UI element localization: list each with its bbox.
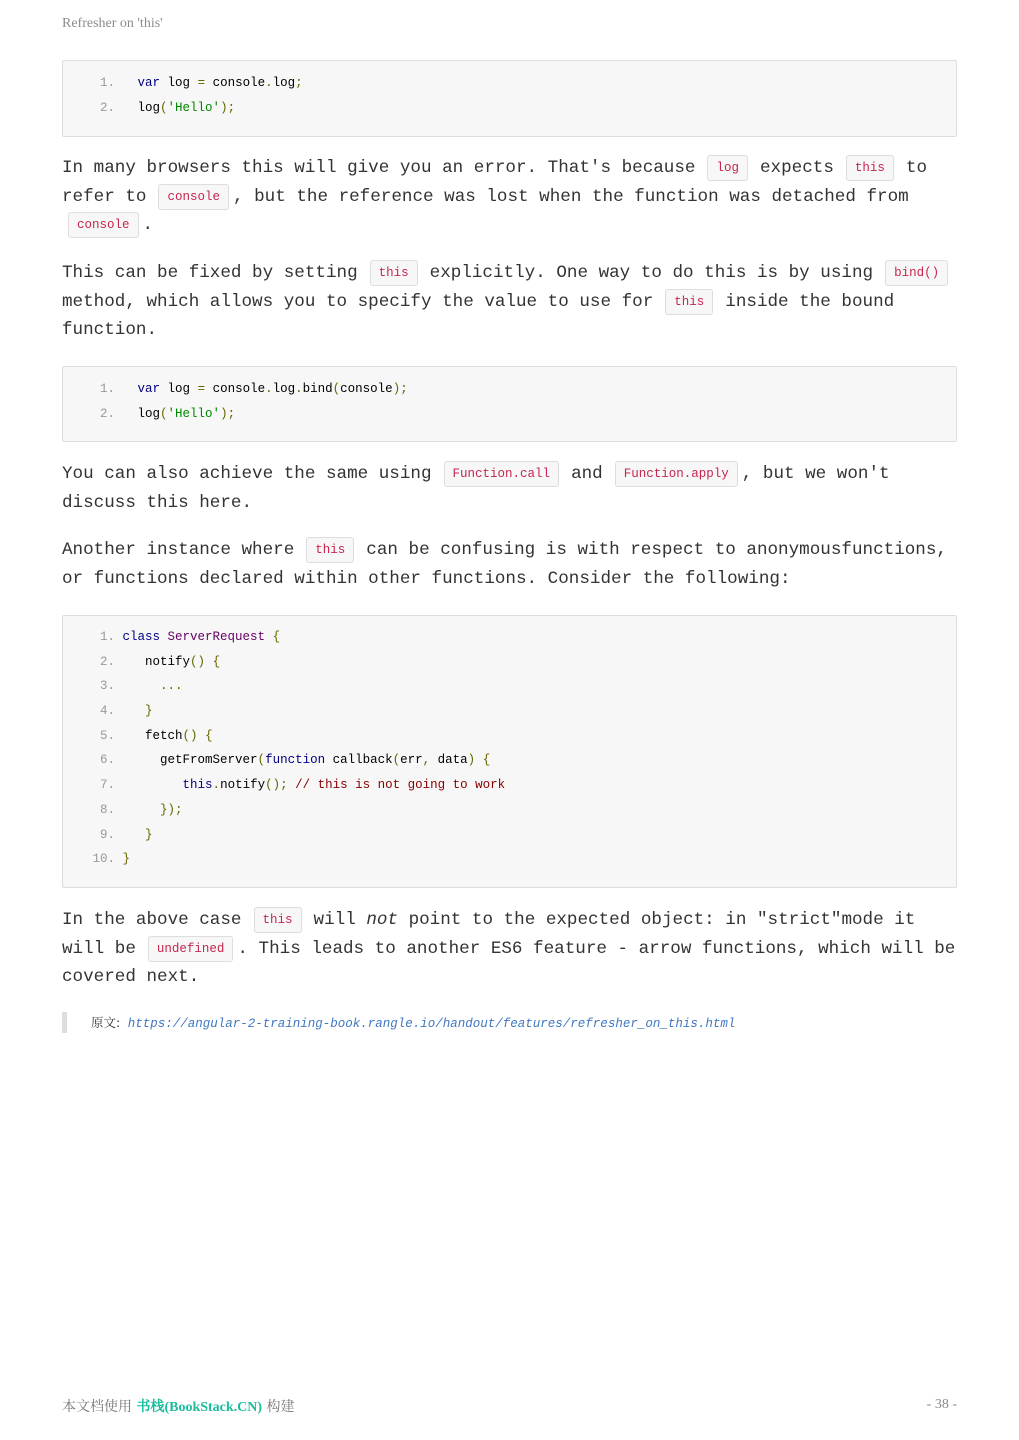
page-number: - 38 - [926, 1397, 957, 1412]
code-text [115, 748, 490, 773]
text: You can also achieve the same using [62, 464, 432, 484]
code-token: ( [332, 382, 341, 396]
text: explicitly. One way to do this is by using [429, 263, 874, 283]
code-text [115, 699, 153, 724]
code-token: var [137, 76, 161, 90]
code-line [63, 847, 956, 872]
code-block-1 [62, 60, 957, 137]
code-token: ( [160, 406, 168, 421]
code-token: { [205, 728, 213, 743]
code-token: class [122, 630, 161, 644]
code-token: fetch [122, 728, 183, 743]
code-token: log [272, 382, 296, 396]
text: can be confusing is with respect to anonymousfunctions, or functions declared within other functions. Consider the following: [62, 540, 947, 589]
inline-code-function-call: Function.call [444, 461, 560, 487]
inline-code-this: this [306, 537, 354, 563]
line-number: 8. [99, 802, 115, 817]
code-token: { [482, 753, 491, 768]
line-number: 1. [99, 76, 115, 90]
code-token: } [145, 827, 153, 842]
code-text [115, 650, 220, 675]
line-number: 4. [99, 704, 115, 719]
paragraph-3 [62, 460, 957, 517]
code-token [123, 778, 183, 792]
source-link[interactable]: https://angular-2-training-book.rangle.io/handout/features/refresher_on_this.html [127, 1017, 736, 1031]
code-token [475, 753, 483, 767]
code-line [63, 699, 956, 724]
code-token: . [295, 382, 303, 396]
text: and [571, 464, 603, 484]
code-line [63, 823, 956, 848]
code-token: . [212, 778, 221, 793]
code-token: () [190, 654, 206, 669]
code-token [123, 76, 138, 90]
code-token: getFromServer [122, 753, 258, 768]
code-token: log [122, 100, 161, 115]
code-token: ) [467, 753, 476, 768]
line-number: 5. [99, 728, 115, 743]
code-token: ServerRequest [167, 630, 266, 644]
code-token: { [272, 630, 281, 644]
inline-code-this: this [370, 260, 418, 286]
code-token: ); [220, 100, 236, 115]
code-token: log [122, 406, 161, 421]
code-line [63, 674, 956, 699]
code-token: function [265, 753, 326, 768]
text: . [142, 215, 154, 235]
code-token: = [197, 382, 206, 396]
code-token: callback [325, 753, 393, 768]
line-number: 9. [99, 827, 115, 842]
code-token [160, 630, 168, 644]
line-number: 2. [99, 100, 115, 115]
code-text [115, 724, 213, 749]
inline-code-console: console [158, 184, 229, 210]
code-token: console [205, 382, 266, 396]
code-line [63, 625, 956, 650]
text: This can be fixed by setting [62, 263, 358, 283]
code-token: }); [160, 802, 183, 817]
code-block-2 [62, 366, 957, 442]
code-token: log [160, 76, 198, 90]
code-token: } [145, 704, 153, 719]
code-token [205, 655, 213, 669]
inline-code-this: this [846, 155, 894, 181]
text: inside the bound function. [62, 291, 895, 340]
inline-code-console: console [68, 212, 139, 238]
code-line [63, 402, 956, 427]
code-token: ( [392, 753, 401, 768]
code-token: log [160, 382, 198, 396]
footer-prefix: 本文档使用 [62, 1399, 132, 1415]
code-line [63, 71, 956, 96]
line-number: 1. [99, 382, 115, 396]
code-text [115, 71, 303, 96]
paragraph-5 [62, 906, 957, 992]
code-token [123, 803, 161, 817]
code-token: err [400, 753, 423, 768]
inline-code-this: this [254, 907, 302, 933]
code-token: (); [265, 778, 288, 793]
text: In the above case [62, 910, 242, 930]
code-token: 'Hello' [167, 406, 221, 421]
code-line [63, 798, 956, 823]
text: In many browsers this will give you an error. That's because [62, 158, 696, 178]
line-number: 3. [99, 679, 115, 694]
text: , but the reference was lost when the function was detached from [232, 186, 909, 207]
paragraph-2 [62, 259, 957, 345]
text: point to the expected object: in "strict"mode it will be [62, 910, 916, 959]
code-text [115, 402, 235, 427]
footer-suffix: 构建 [266, 1399, 295, 1415]
code-token: ; [295, 76, 303, 90]
code-token: var [137, 382, 161, 396]
code-text [115, 377, 408, 402]
code-token: ( [257, 753, 266, 768]
line-number: 2. [99, 654, 115, 669]
code-token [123, 679, 161, 693]
code-token: { [212, 654, 221, 669]
inline-code-undefined: undefined [148, 936, 234, 962]
code-line [63, 377, 956, 402]
running-header: Refresher on 'this' [62, 16, 163, 31]
code-token [123, 828, 146, 842]
code-text [115, 847, 130, 872]
line-number: 6. [99, 753, 115, 768]
inline-code-log: log [707, 155, 748, 181]
code-line [63, 773, 956, 798]
code-text [115, 674, 183, 699]
code-line [63, 748, 956, 773]
line-number: 10. [92, 852, 115, 867]
code-token: ); [220, 406, 236, 421]
code-token: this [182, 778, 213, 793]
code-token: 'Hello' [167, 100, 221, 115]
code-token [123, 382, 138, 396]
code-text [115, 625, 280, 650]
code-text [115, 823, 153, 848]
code-token [265, 630, 273, 644]
source-label: 原文: [91, 1015, 121, 1030]
code-token: () [182, 728, 198, 743]
code-token: } [122, 852, 131, 867]
code-token [198, 729, 206, 743]
text: Another instance where [62, 540, 295, 560]
emphasis: not [366, 910, 398, 930]
code-token: notify [122, 654, 191, 669]
code-token: console [205, 76, 266, 90]
inline-code-this: this [665, 289, 713, 315]
code-token [123, 704, 146, 718]
code-token: ( [160, 100, 168, 115]
code-token: . [265, 382, 273, 396]
code-token: bind [302, 382, 333, 396]
code-block-3 [62, 615, 957, 888]
code-line [63, 650, 956, 675]
line-number: 2. [99, 406, 115, 421]
code-text [115, 96, 235, 121]
paragraph-1 [62, 154, 957, 240]
code-token: console [340, 382, 393, 396]
code-text [115, 773, 505, 798]
code-text [115, 798, 183, 823]
code-token: = [197, 76, 206, 90]
inline-code-bind: bind() [885, 260, 948, 286]
code-token: . [265, 76, 273, 90]
paragraph-4 [62, 536, 957, 593]
code-line [63, 96, 956, 121]
code-token: notify [220, 778, 266, 793]
text: , but we won't discuss this here. [62, 464, 890, 513]
text: . This leads to another ES6 feature - arrow functions, which will be covered next. [62, 938, 956, 987]
code-token: data [430, 753, 468, 768]
text: will [313, 910, 356, 930]
text: to refer to [62, 158, 928, 207]
footer-credit [62, 1396, 295, 1416]
line-number: 7. [99, 778, 115, 793]
text: method, which allows you to specify the value to use for [62, 291, 654, 312]
code-token: ); [392, 382, 408, 396]
code-line [63, 724, 956, 749]
code-token [288, 778, 296, 792]
footer-brand-link[interactable]: 书栈(BookStack.CN) [136, 1400, 263, 1415]
code-token: log [272, 76, 296, 90]
line-number: 1. [99, 630, 115, 644]
code-token: // this is not going to work [295, 778, 506, 793]
source-blockquote [62, 1012, 735, 1033]
text: expects [760, 158, 834, 178]
code-token: ... [160, 679, 183, 694]
code-token: , [422, 753, 431, 768]
inline-code-function-apply: Function.apply [615, 461, 738, 487]
